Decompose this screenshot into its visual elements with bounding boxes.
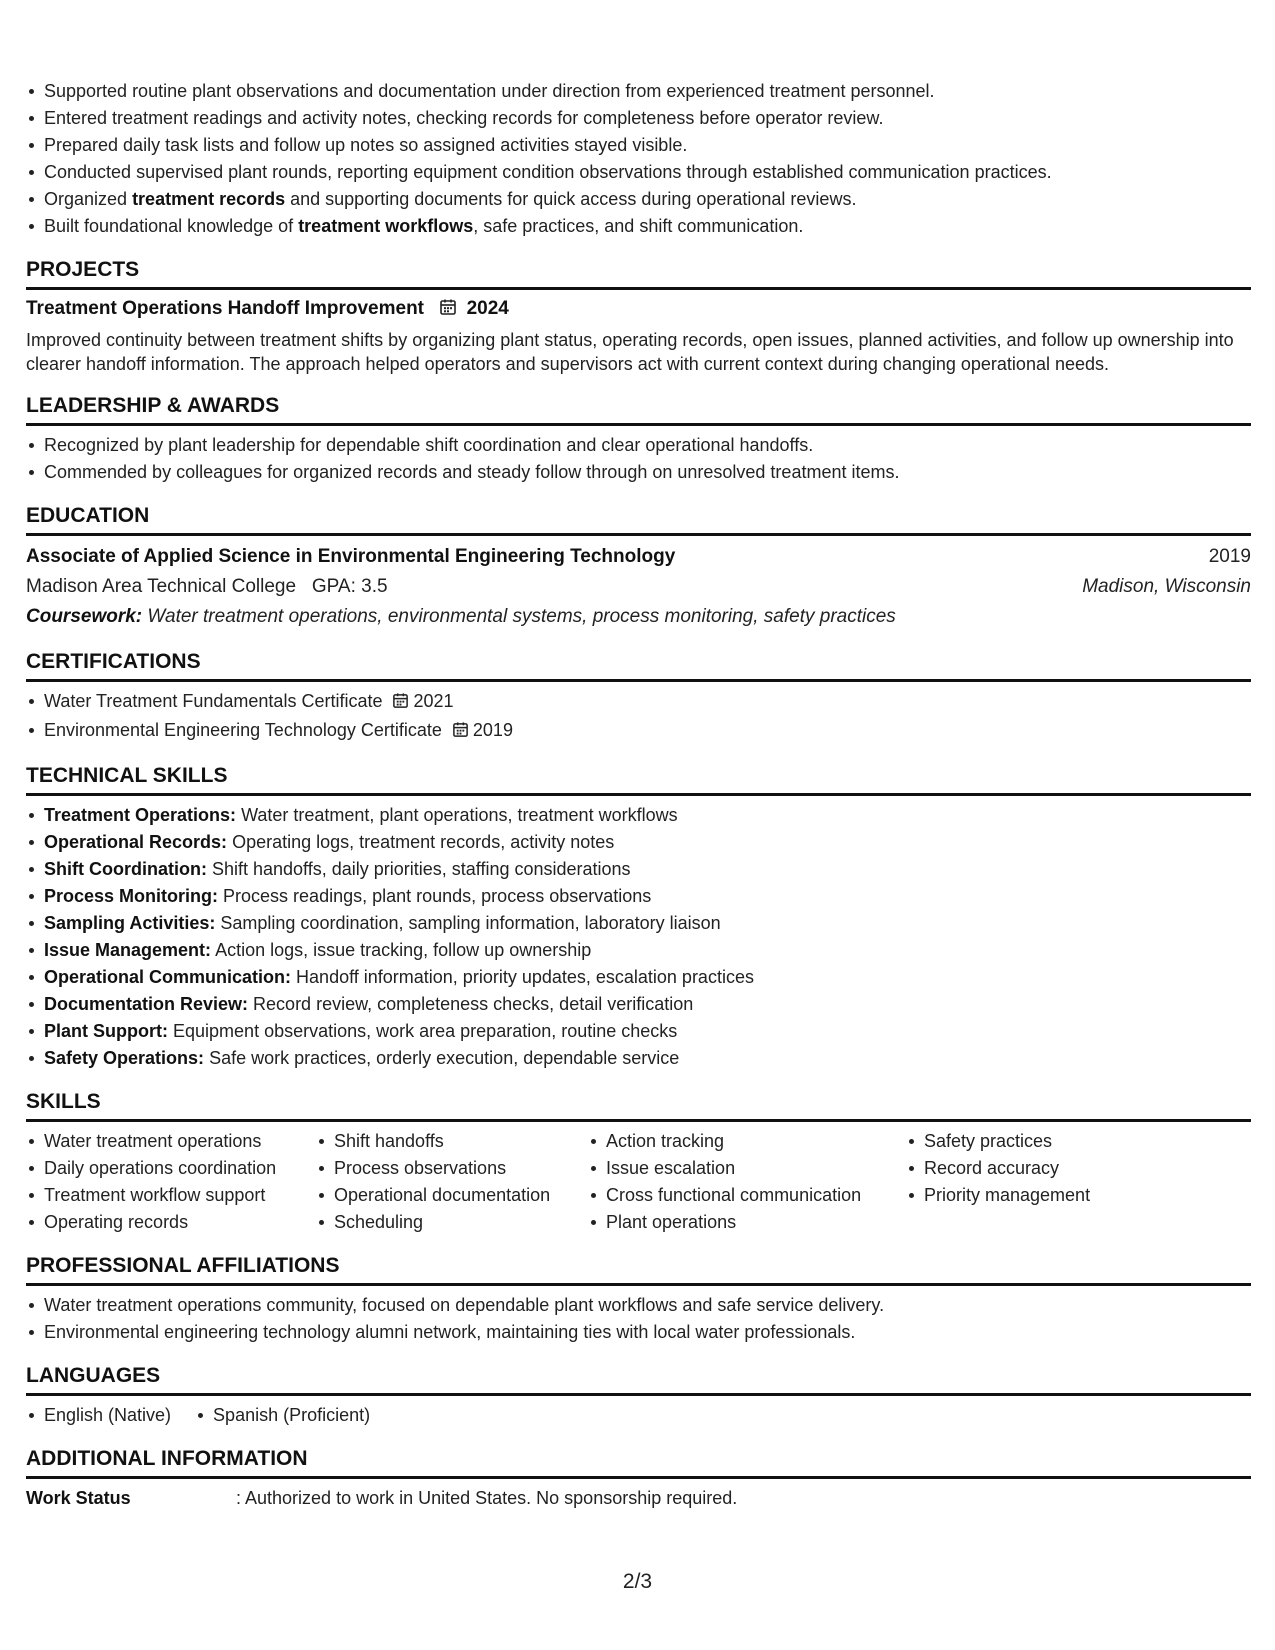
skill-item: Priority management [906,1182,1156,1209]
education-degree-row [26,542,1251,572]
section-heading: LEADERSHIP & AWARDS [26,393,1251,426]
skill-item: Plant operations [588,1209,906,1236]
graduation-year: 2019 [1208,546,1251,567]
education-school-row [26,572,1251,602]
technical-skills-list [26,802,1251,1072]
languages-list [26,1402,1251,1429]
technical-skill-item: Process Monitoring: Process readings, plant rounds, process observations [26,883,1251,910]
languages-section [26,1363,1251,1429]
experience-bullet: Conducted supervised plant rounds, reporting equipment condition observations through established communication practices. [26,159,1251,186]
experience-bullet: Organized treatment records and supporting documents for quick access during operational reviews. [26,186,1251,213]
project-year: 2024 [466,298,509,319]
leadership-item: Recognized by plant leadership for dependable shift coordination and clear operational handoffs. [26,432,1251,459]
certification-year: 2019 [472,720,513,740]
work-status-label: Work Status [26,1488,131,1508]
skills-column [26,1128,316,1236]
section-heading: EDUCATION [26,503,1251,536]
technical-skill-item: Safety Operations: Safe work practices, orderly execution, dependable service [26,1045,1251,1072]
gpa: GPA: 3.5 [311,576,388,597]
technical-skill-item: Documentation Review: Record review, completeness checks, detail verification [26,991,1251,1018]
leadership-item: Commended by colleagues for organized records and steady follow through on unresolved treatment items. [26,459,1251,486]
skill-item: Safety practices [906,1128,1156,1155]
affiliation-item: Water treatment operations community, focused on dependable plant workflows and safe service delivery. [26,1292,1251,1319]
experience-bullet: Prepared daily task lists and follow up notes so assigned activities stayed visible. [26,132,1251,159]
affiliations-list [26,1292,1251,1346]
skill-item: Operating records [26,1209,316,1236]
section-heading: TECHNICAL SKILLS [26,763,1251,796]
skill-item: Shift handoffs [316,1128,588,1155]
skill-item: Water treatment operations [26,1128,316,1155]
section-heading: SKILLS [26,1089,1251,1122]
experience-bullets [26,78,1251,240]
coursework-list: Water treatment operations, environmental systems, process monitoring, safety practices [147,606,896,627]
skill-item: Cross functional communication [588,1182,906,1209]
skill-item: Process observations [316,1155,588,1182]
leadership-section [26,393,1251,486]
project-description: Improved continuity between treatment shifts by organizing plant status, operating records, open issues, planned activities, and follow up ownership into clearer handoff information. The approach helped operators and supervisors act with current context during changing operational needs. [26,330,1234,374]
skill-item: Operational documentation [316,1182,588,1209]
certifications-section [26,649,1251,746]
certification-item [26,688,1251,717]
technical-skill-item: Operational Records: Operating logs, treatment records, activity notes [26,829,1251,856]
skills-column [906,1128,1156,1236]
projects-section [26,257,1251,376]
section-heading: PROJECTS [26,257,1251,290]
experience-bullet: Built foundational knowledge of treatment workflows, safe practices, and shift communication. [26,213,1251,240]
project-header [26,296,1251,324]
technical-skill-item: Plant Support: Equipment observations, work area preparation, routine checks [26,1018,1251,1045]
certification-item [26,717,1251,746]
skills-section [26,1089,1251,1236]
calendar-icon [452,719,469,746]
affiliations-section [26,1253,1251,1346]
work-status-row [26,1485,1251,1511]
technical-skill-item: Shift Coordination: Shift handoffs, daily priorities, staffing considerations [26,856,1251,883]
technical-skill-item: Treatment Operations: Water treatment, plant operations, treatment workflows [26,802,1251,829]
education-section [26,503,1251,632]
experience-bullet: Supported routine plant observations and documentation under direction from experienced treatment personnel. [26,78,1251,105]
coursework [26,602,1251,632]
language-item: English (Native) [26,1402,171,1429]
certification-year: 2021 [413,691,454,711]
language-item: Spanish (Proficient) [195,1402,370,1429]
skill-item: Record accuracy [906,1155,1156,1182]
technical-skill-item: Operational Communication: Handoff information, priority updates, escalation practices [26,964,1251,991]
skill-item: Action tracking [588,1128,906,1155]
technical-skill-item: Sampling Activities: Sampling coordination, sampling information, laboratory liaison [26,910,1251,937]
affiliation-item: Environmental engineering technology alumni network, maintaining ties with local water professionals. [26,1319,1251,1346]
coursework-label: Coursework: [26,606,143,627]
certification-name: Environmental Engineering Technology Certificate [44,720,442,740]
skill-item: Scheduling [316,1209,588,1236]
page-number: 2/3 [622,1570,653,1593]
certification-name: Water Treatment Fundamentals Certificate [44,691,383,711]
degree-name: Associate of Applied Science in Environmental Engineering Technology [26,546,676,567]
experience-bullet: Entered treatment readings and activity notes, checking records for completeness before operator review. [26,105,1251,132]
project-title: Treatment Operations Handoff Improvement [26,298,425,319]
skills-column [316,1128,588,1236]
school-location: Madison, Wisconsin [1082,576,1251,597]
technical-skills-section [26,763,1251,1072]
resume-content [26,78,1251,1511]
section-heading: CERTIFICATIONS [26,649,1251,682]
skills-column [588,1128,906,1236]
skills-columns [26,1128,1251,1236]
additional-info-section [26,1446,1251,1511]
technical-skill-item: Issue Management: Action logs, issue tracking, follow up ownership [26,937,1251,964]
school-name: Madison Area Technical College [26,576,297,597]
calendar-icon [439,298,457,324]
skill-item: Issue escalation [588,1155,906,1182]
skill-item: Daily operations coordination [26,1155,316,1182]
section-heading: LANGUAGES [26,1363,1251,1396]
certifications-list [26,688,1251,746]
section-heading: PROFESSIONAL AFFILIATIONS [26,1253,1251,1286]
skill-item: Treatment workflow support [26,1182,316,1209]
section-heading: ADDITIONAL INFORMATION [26,1446,1251,1479]
work-status-value: : Authorized to work in United States. No sponsorship required. [236,1488,738,1508]
calendar-icon [392,690,409,717]
leadership-list [26,432,1251,486]
